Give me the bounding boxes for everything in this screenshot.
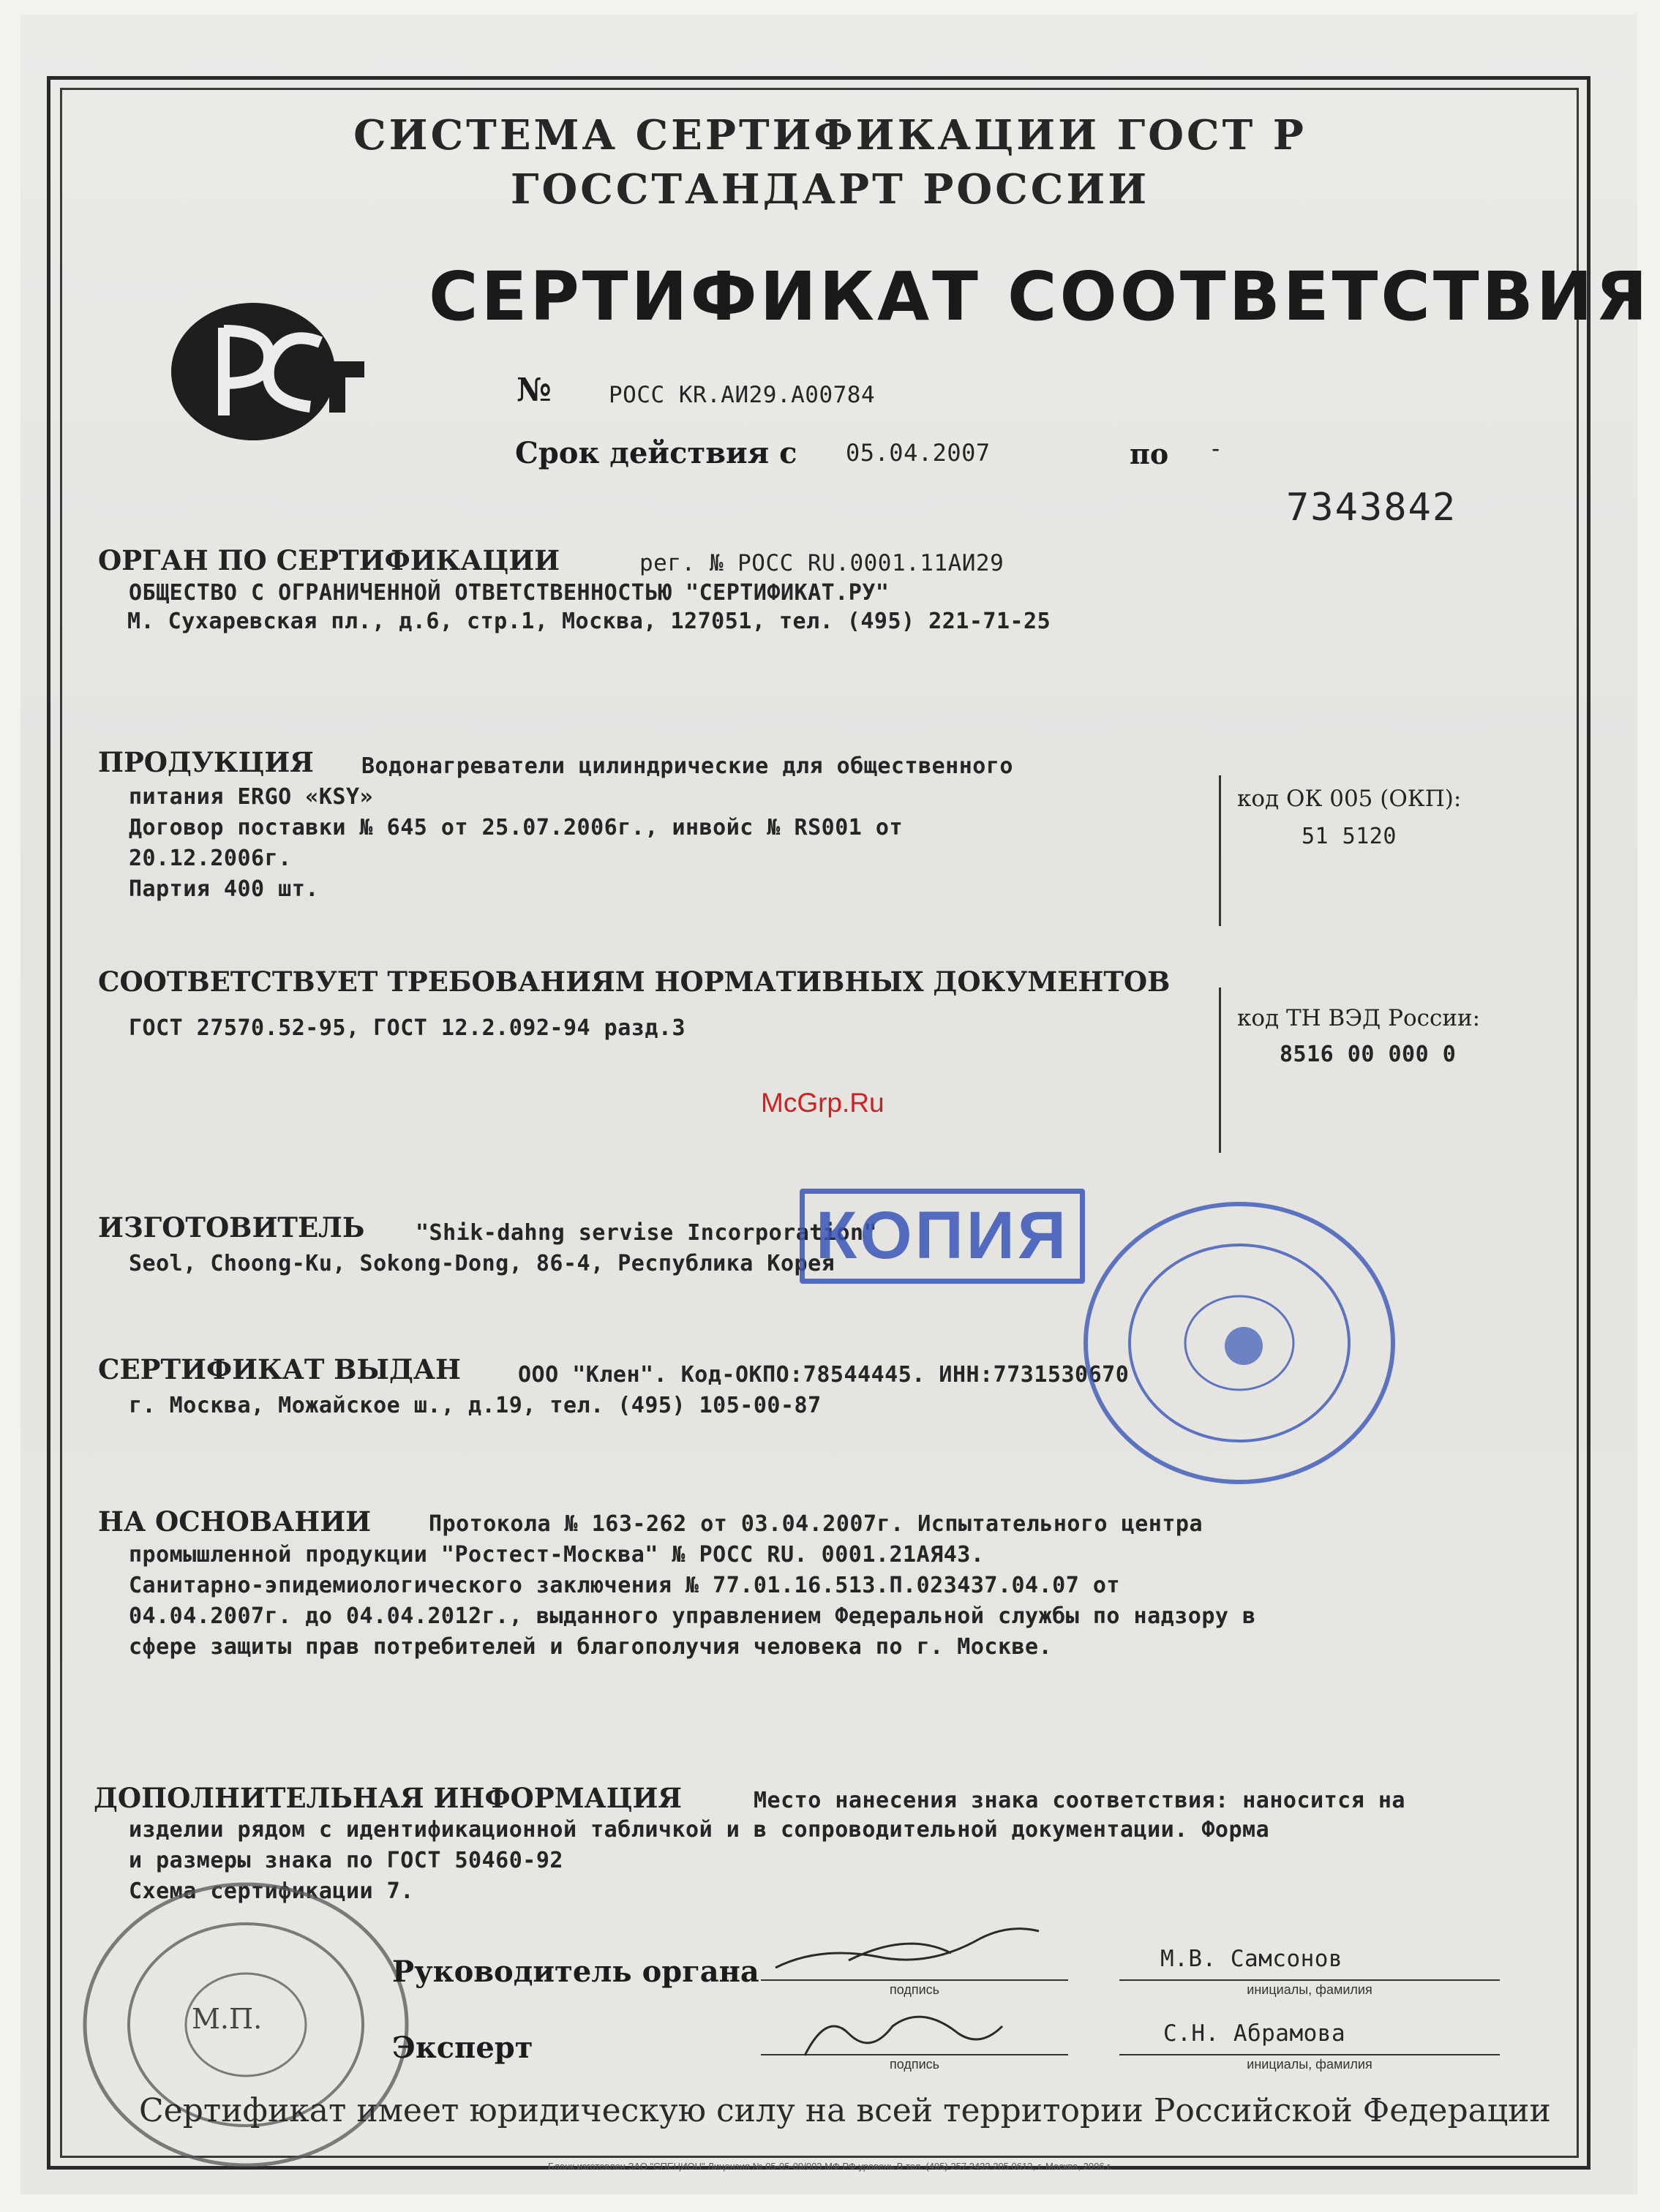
issued-to-label: СЕРТИФИКАТ ВЫДАН <box>98 1353 461 1385</box>
product-line-2: питания ERGO «KSY» <box>129 784 374 810</box>
round-seal-blue <box>1078 1197 1400 1489</box>
expert-label: Эксперт <box>392 2031 533 2065</box>
okp-code-box <box>1219 775 1511 926</box>
basis-line-4: 04.04.2007г. до 04.04.2012г., выданного управлением Федеральной службы по надзору в <box>129 1603 1256 1629</box>
additional-line-1: Место нанесения знака соответствия: наносится на <box>754 1788 1405 1813</box>
okp-label: код ОК 005 (ОКП): <box>1237 786 1462 812</box>
certificate-number: РОСС KR.АИ29.А00784 <box>609 382 876 408</box>
expert-signature <box>761 1997 1068 2063</box>
head-sign-caption: подпись <box>889 1982 940 1997</box>
head-name-line <box>1119 1979 1500 1981</box>
serial-number: 7343842 <box>1286 486 1457 530</box>
basis-line-1: Протокола № 163-262 от 03.04.2007г. Испытательного центра <box>429 1511 1203 1537</box>
additional-line-4: Схема сертификации 7. <box>129 1878 414 1904</box>
basis-line-2: промышленной продукции "Ростест-Москва" № РОСС RU. 0001.21АЯ43. <box>129 1542 985 1568</box>
tnved-code-box <box>1219 988 1511 1153</box>
head-label: Руководитель органа <box>392 1955 759 1989</box>
mp-mark: М.П. <box>192 2003 263 2035</box>
additional-line-3: и размеры знака по ГОСТ 50460-92 <box>129 1848 563 1873</box>
valid-to-label: по <box>1130 437 1169 470</box>
manufacturer-address: Seol, Choong-Ku, Sokong-Dong, 86-4, Республика Корея <box>129 1251 835 1276</box>
number-sign: № <box>517 372 552 409</box>
manufacturer-label: ИЗГОТОВИТЕЛЬ <box>98 1211 365 1244</box>
conformity-label: СООТВЕТСТВУЕТ ТРЕБОВАНИЯМ НОРМАТИВНЫХ ДОКУМЕНТОВ <box>98 966 1171 998</box>
additional-line-2: изделии рядом с идентификационной табличкой и в сопроводительной документации. Форма <box>129 1817 1270 1843</box>
expert-sign-caption: подпись <box>889 2057 940 2072</box>
watermark-text: McGrp.Ru <box>761 1088 885 1118</box>
basis-line-3: Санитарно-эпидемиологического заключения № 77.01.16.513.П.023437.04.07 от <box>129 1573 1120 1598</box>
valid-from: 05.04.2007 <box>846 439 991 467</box>
issued-to-line-2: г. Москва, Можайское ш., д.19, тел. (495) 105-00-87 <box>129 1393 822 1418</box>
fine-print: Бланк изготовлен ЗАО "СПЕЦИОН" Лицензия № 05-05-09/003 МФ РФ уровень В тел. (495) 257 2432 205 0613, г. Москва, 2006 г. <box>548 2161 1112 2172</box>
additional-info-label: ДОПОЛНИТЕЛЬНАЯ ИНФОРМАЦИЯ <box>94 1782 683 1814</box>
basis-label: НА ОСНОВАНИИ <box>98 1505 372 1538</box>
validity-label: Срок действия с <box>515 436 797 470</box>
certification-body-label: ОРГАН ПО СЕРТИФИКАЦИИ <box>98 544 560 576</box>
head-name: М.В. Самсонов <box>1160 1946 1343 1972</box>
issued-to-line-1: ООО "Клен". Код-ОКПО:78544445. ИНН:7731530670 <box>518 1362 1130 1388</box>
legal-footer: Сертификат имеет юридическую силу на всей территории Российской Федерации <box>139 2092 1551 2129</box>
certificate-title: СЕРТИФИКАТ СООТВЕТСТВИЯ <box>429 257 1650 336</box>
certification-body-reg: рег. № РОСС RU.0001.11АИ29 <box>639 550 1004 576</box>
tnved-label: код ТН ВЭД России: <box>1237 1005 1481 1031</box>
product-line-4: 20.12.2006г. <box>129 846 292 871</box>
product-line-3: Договор поставки № 645 от 25.07.2006г., инвойс № RS001 от <box>129 815 904 840</box>
product-label: ПРОДУКЦИЯ <box>98 746 314 778</box>
tnved-code: 8516 00 000 0 <box>1280 1042 1457 1067</box>
expert-name: С.Н. Абрамова <box>1163 2020 1346 2047</box>
head-signature <box>761 1916 1068 1982</box>
expert-name-line <box>1119 2054 1500 2055</box>
okp-code: 51 5120 <box>1302 824 1397 849</box>
product-line-5: Партия 400 шт. <box>129 876 319 902</box>
copy-stamp: КОПИЯ <box>800 1189 1085 1284</box>
manufacturer-name: "Shik-dahng servise Incorporation" <box>416 1220 878 1246</box>
pct-mark-icon <box>167 298 372 445</box>
conformity-docs: ГОСТ 27570.52-95, ГОСТ 12.2.092-94 разд.3 <box>129 1015 686 1041</box>
certification-body-name: ОБЩЕСТВО С ОГРАНИЧЕННОЙ ОТВЕТСТВЕННОСТЬЮ "СЕРТИФИКАТ.РУ" <box>129 580 890 606</box>
valid-to: - <box>1209 434 1223 462</box>
gosstandart-title: ГОССТАНДАРТ РОССИИ <box>510 165 1150 214</box>
certification-body-address: М. Сухаревская пл., д.6, стр.1, Москва, 127051, тел. (495) 221-71-25 <box>127 609 1051 634</box>
basis-line-5: сфере защиты прав потребителей и благополучия человека по г. Москве. <box>129 1634 1053 1660</box>
product-line-1: Водонагреватели цилиндрические для общественного <box>361 753 1013 779</box>
head-name-caption: инициалы, фамилия <box>1247 1982 1372 1997</box>
expert-name-caption: инициалы, фамилия <box>1247 2057 1372 2072</box>
system-title: СИСТЕМА СЕРТИФИКАЦИИ ГОСТ Р <box>353 111 1307 159</box>
